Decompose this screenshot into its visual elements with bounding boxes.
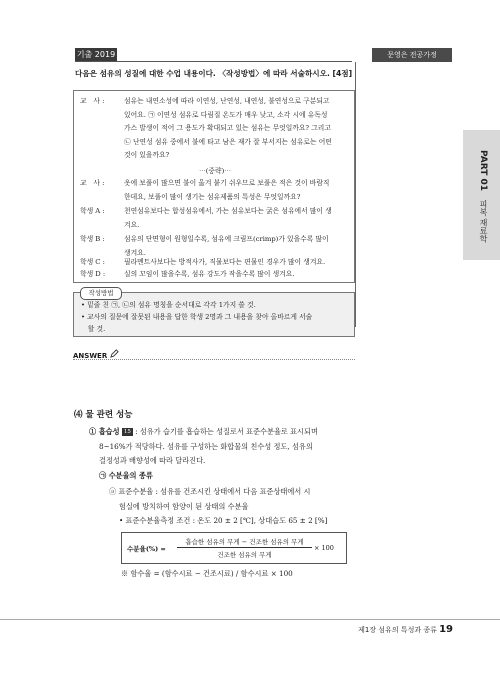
dialogue-row: 가스 발생이 적어 그 용도가 확대되고 있는 섬유는 무엇일까요? 그리고 [124,124,331,132]
dialogue-row: 한데요, 보풀이 많이 생기는 섬유제품의 특성은 무엇일까요? [124,192,301,201]
exam-divider [75,61,352,62]
formula-label: 수분율(%) = [127,545,166,553]
fraction-bar [177,547,312,548]
dialogue-row: 것이 있을까요? [124,151,170,159]
writing-method-tag: 작성방법 [80,287,122,300]
book-header-tab: 문영은 전공가정 [372,48,452,62]
writing-method-item: 할 것. [81,325,106,333]
item1-head: ① 흡습성 [89,427,120,436]
dialogue-box [73,90,355,283]
vertical-rule [355,62,356,327]
part-title: 피복 재료학 [479,199,488,243]
standard-moisture-definition [109,485,359,514]
item1-row: 8~16%가 적당하다. 섬유를 구성하는 화합물의 친수성 정도, 섬유의 [99,441,313,451]
page-footer [358,624,453,635]
speaker-label: 교 사 : [80,179,105,187]
moisture-types-heading: ㉠ 수분율의 종류 [99,471,153,480]
answer-text: ANSWER [73,352,108,360]
measurement-condition: • 표준수분율측정 조건 : 온도 20 ± 2 [℃], 상대습도 65 ± 2 [%] [119,516,328,525]
formula-multiplier: × 100 [314,544,334,552]
dialogue-text [124,268,348,282]
formula-numerator: 흡습한 섬유의 무게 − 건조한 섬유의 무게 [185,538,304,546]
speaker-label: 교 사 : [80,97,105,105]
page-number: 19 [439,624,453,635]
part-side-label [478,150,489,242]
section-title: ⑷ 물 관련 성능 [74,410,133,420]
footer-divider [0,619,500,620]
dialogue-row: 겨요. [124,220,140,229]
writing-method-item: • 밑줄 친 ㉠, ㉡의 섬유 명칭을 순서대로 각각 1가지 쓸 것. [81,301,256,309]
dialogue-row: 섬유의 단면형이 원형일수록, 섬유에 크림프(crimp)가 있을수록 많이 [124,235,329,243]
speaker-label: 학생 B : [80,235,105,243]
dialogue-row: 천연섬유보다는 합성섬유에서, 가는 섬유보다는 굵은 섬유에서 많이 생 [124,207,332,215]
speaker-label: 학생 C : [80,258,105,266]
frequency-badge: 15 [123,429,131,435]
answer-divider [73,359,355,360]
item1-text: : 섬유가 습기를 흡습하는 성질로서 표준수분율로 표시되며 [135,427,318,436]
formula-denominator: 건조한 섬유의 무게 [217,551,272,559]
dialogue-row: 생겨요. [124,248,146,257]
exam-question: 다음은 섬유의 성질에 대한 수업 내용이다. 〈작성방법〉에 따라 서술하시오. [4점] [75,69,353,78]
part-number: PART 01 [478,150,488,192]
dialogue-row: 옷에 보풀이 많으면 불이 옮겨 붙기 쉬우므로 보풀은 적은 것이 바람직 [124,179,330,187]
dialogue-text [124,205,348,232]
item1-row: 결정성과 배향성에 따라 달라진다. [99,456,206,465]
water-content-note: ※ 함수율 = (함수시료 − 건조시료) / 함수시료 × 100 [121,569,293,578]
dialogue-row: ㉡ 난연성 섬유 중에서 불에 타고 남은 재가 잘 부서지는 섬유로는 어떤 [124,137,332,146]
item1-row [89,425,359,440]
definition-row: ⓐ 표준수분율 : 섬유를 건조시킨 상태에서 다음 표준상태에서 시 [109,487,311,496]
definition-row: 험실에 방치하여 함양이 된 상태의 수분율 [119,501,249,511]
dialogue-row: 필라멘트사보다는 방적사가, 직물보다는 편물인 경우가 많이 생겨요. [124,258,326,266]
dialogue-row: 섬유는 내연소성에 따라 이연성, 난연성, 내연성, 불연성으로 구분되고 [124,97,330,105]
speaker-label: 학생 D : [80,270,106,278]
dialogue-row: 있어요. ㉠ 이연성 섬유로 다림질 온도가 매우 낮고, 소각 시에 유독성 [124,110,328,119]
item-hygroscopicity [89,425,359,469]
chapter-title: 제1장 섬유의 특성과 종류 [358,626,437,634]
exam-year-tag: 기출 2019 [76,50,116,59]
omission-mark: ⋯(중략)⋯ [198,167,232,175]
moisture-formula-box [121,532,347,564]
dialogue-text [124,177,348,204]
speaker-label: 학생 A : [80,207,105,215]
dialogue-row: 실의 꼬임이 많을수록, 섬유 강도가 작을수록 많이 생겨요. [124,270,295,278]
dialogue-text [124,95,348,163]
writing-method-item: • 교사의 질문에 잘못된 내용을 답한 학생 2명과 그 내용을 찾아 올바르게 서술 [81,313,313,321]
